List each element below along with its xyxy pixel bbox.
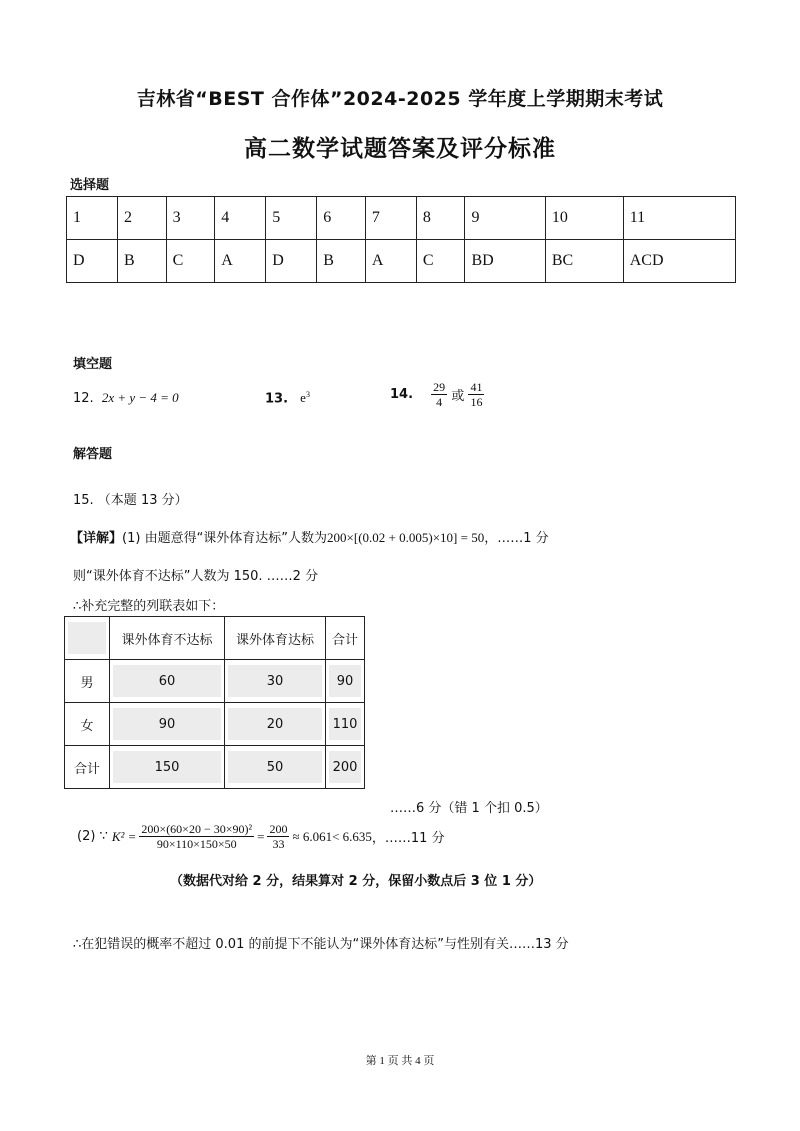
contingency-row-male [65, 660, 365, 703]
contingency-row-female [65, 703, 365, 746]
q13-exponent: 3 [305, 390, 310, 399]
q14-frac1-numerator: 29 [433, 380, 446, 394]
row-label: 女 [80, 718, 94, 734]
table-cell: 30 [228, 665, 322, 697]
k2-fraction-2 [267, 822, 289, 851]
k2-denominator-2: 33 [272, 837, 285, 851]
line1-expression: 200×[(0.02 + 0.005)×10] = 50 [327, 530, 485, 545]
q13-base: e [300, 390, 306, 406]
table-cell: 90 [113, 708, 221, 740]
q15-title: 15. （本题 13 分） [73, 493, 188, 508]
q14-frac2-denominator: 16 [470, 395, 483, 409]
header-cell-empty [68, 622, 106, 654]
table-cell: 200 [329, 751, 361, 783]
question-number: 4 [215, 197, 266, 240]
question-number: 9 [465, 197, 545, 240]
exam-title: 吉林省“BEST 合作体”2024-2025 学年度上学期期末考试 [136, 88, 664, 110]
question-number: 6 [317, 197, 366, 240]
fill-q12 [73, 390, 179, 406]
q14-label: 14. [390, 387, 414, 402]
question-number: 3 [166, 197, 215, 240]
k2-lhs: K² = [111, 828, 137, 844]
k2-score: ，……11 分 [371, 831, 445, 846]
table-cell: 50 [228, 751, 322, 783]
q14-frac2-numerator: 41 [470, 380, 483, 394]
question-number: 7 [365, 197, 416, 240]
q12-label: 12. [73, 391, 94, 406]
fill-q13 [265, 390, 310, 406]
q14-fraction-1 [431, 380, 447, 409]
question-number: 11 [623, 197, 735, 240]
question-number: 8 [416, 197, 465, 240]
row-label: 男 [80, 675, 94, 691]
contingency-row-total [65, 746, 365, 789]
answer-cell: C [416, 240, 465, 283]
header-cell: 合计 [331, 632, 358, 648]
row-label: 合计 [73, 761, 100, 777]
contingency-header-row [65, 617, 365, 660]
q14-frac1-denominator: 4 [436, 395, 443, 409]
k2-result: ≈ 6.061< 6.635 [292, 828, 372, 844]
question-number: 2 [118, 197, 167, 240]
answer-cell: BC [545, 240, 623, 283]
choice-heading: 选择题 [70, 178, 110, 193]
table-cell: 90 [329, 665, 361, 697]
fill-heading: 填空题 [73, 357, 113, 372]
q15-line3: ∴补充完整的列联表如下： [73, 599, 225, 614]
q15-line1 [70, 527, 549, 546]
answer-cell: D [67, 240, 118, 283]
choice-number-row [67, 197, 736, 240]
detail-label: 【详解】 [70, 531, 123, 546]
line1-text: (1) 由题意得“课外体育达标”人数为 [122, 531, 328, 546]
question-number: 5 [266, 197, 317, 240]
answer-cell: A [215, 240, 266, 283]
contingency-table [64, 616, 365, 789]
q15-conclusion: ∴在犯错误的概率不超过 0.01 的前提下不能认为“课外体育达标”与性别有关……13 分 [73, 937, 569, 952]
solution-heading: 解答题 [73, 447, 113, 462]
header-cell: 课外体育达标 [235, 632, 314, 648]
answer-cell: BD [465, 240, 545, 283]
line1-score: ，……1 分 [484, 531, 549, 546]
q13-label: 13. [265, 391, 289, 407]
choice-answer-table [66, 196, 736, 283]
k2-numerator-2: 200 [269, 822, 288, 836]
answer-cell: A [365, 240, 416, 283]
answer-cell: ACD [623, 240, 735, 283]
q15-part2 [77, 822, 445, 851]
choice-answer-row [67, 240, 736, 283]
k2-numerator: 200×(60×20 − 30×90)² [141, 822, 253, 836]
question-number: 10 [545, 197, 623, 240]
q15-line2: 则“课外体育不达标”人数为 150. ……2 分 [73, 569, 319, 584]
k2-equals: = [257, 828, 265, 844]
part2-label: (2) ∵ [77, 829, 108, 844]
page-footer: 第 1 页 共 4 页 [365, 1055, 435, 1067]
answer-cell: B [118, 240, 167, 283]
answer-cell: B [317, 240, 366, 283]
q14-or: 或 [451, 389, 465, 404]
table-cell: 20 [228, 708, 322, 740]
table-score: ……6 分（错 1 个扣 0.5） [390, 801, 548, 816]
answer-key-title: 高二数学试题答案及评分标准 [244, 136, 556, 162]
question-number: 1 [67, 197, 118, 240]
part2-scoring-note: （数据代对给 2 分，结果算对 2 分，保留小数点后 3 位 1 分） [170, 874, 542, 889]
header-cell: 课外体育不达标 [121, 632, 213, 648]
q14-fraction-2 [468, 380, 484, 409]
answer-cell: D [266, 240, 317, 283]
table-cell: 110 [329, 708, 361, 740]
fill-q14 [390, 380, 484, 409]
answer-cell: C [166, 240, 215, 283]
table-cell: 60 [113, 665, 221, 697]
k2-fraction [139, 822, 254, 851]
q12-answer: 2x + y − 4 = 0 [101, 390, 179, 405]
k2-denominator: 90×110×150×50 [156, 837, 237, 851]
table-cell: 150 [113, 751, 221, 783]
